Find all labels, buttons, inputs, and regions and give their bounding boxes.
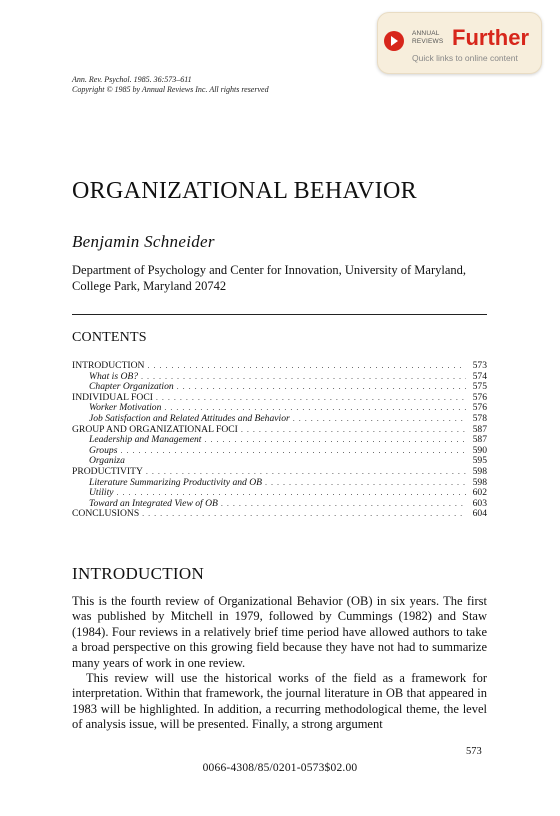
toc-leader-dots (141, 372, 466, 383)
toc-entry-page: 574 (472, 370, 487, 382)
toc-entry-page: 573 (472, 360, 487, 371)
toc-entry-page: 602 (472, 487, 487, 499)
play-icon (384, 31, 404, 51)
page-number: 573 (466, 746, 482, 757)
toc-entry[interactable] (72, 509, 487, 520)
toc-leader-dots (142, 509, 466, 520)
toc-entry-label: Chapter Organization (89, 381, 174, 393)
toc-entry-page: 578 (472, 412, 487, 424)
toc-entry[interactable] (72, 478, 487, 489)
toc-entry-page: 604 (472, 508, 487, 520)
citation (72, 75, 269, 95)
divider (72, 314, 487, 315)
toc-leader-dots (147, 361, 466, 372)
toc-leader-dots (241, 425, 466, 436)
toc-entry-label: Utility (89, 487, 114, 499)
toc-entry-label: What is OB? (89, 370, 139, 382)
body-text (72, 594, 487, 733)
quick-links-label: Quick links to online content (412, 53, 518, 63)
toc-entry-label: Worker Motivation (89, 402, 162, 414)
toc-leader-dots (221, 499, 466, 510)
toc-entry-label: INTRODUCTION (72, 360, 145, 371)
author-name: Benjamin Schneider (72, 232, 215, 251)
article-code: 0066-4308/85/0201-0573$02.00 (202, 762, 358, 774)
article-title: ORGANIZATIONAL BEHAVIOR (72, 178, 417, 204)
toc-entry[interactable] (72, 446, 487, 457)
toc-entry-label: CONCLUSIONS (72, 508, 140, 520)
paragraph: This review will use the historical works of the field as a framework for interpretation. Within that framework, the journal literature in OB that appeared in 1983 will be highlighted. In addition, a recurring methodological theme, the level of analysis issue, will be presented. Finally, a strong argument (72, 671, 487, 732)
toc-entry-page: 598 (472, 476, 487, 488)
toc-entry-page: 603 (472, 497, 487, 509)
toc-entry-label: Leadership and Management (89, 434, 202, 446)
toc-entry-page: 595 (472, 455, 487, 467)
toc-leader-dots (120, 446, 466, 457)
toc-leader-dots (146, 467, 466, 478)
toc-entry-page: 590 (472, 444, 487, 456)
toc-entry-page: 575 (472, 381, 487, 393)
toc-entry-label: Organiza (89, 455, 125, 467)
toc-entry-label: PRODUCTIVITY (72, 465, 143, 477)
toc-entry-page: 587 (472, 423, 487, 435)
further-label: Further (452, 25, 529, 50)
toc-entry-label: INDIVIDUAL FOCI (72, 391, 153, 403)
toc-entry-page: 576 (472, 391, 487, 403)
citation-line-1: Ann. Rev. Psychol. 1985. 36:573–611 (72, 75, 192, 84)
citation-line-2: Copyright © 1985 by Annual Reviews Inc. All rights reserved (72, 85, 269, 94)
toc-entry-page: 576 (472, 402, 487, 414)
toc-entry[interactable] (72, 414, 487, 425)
toc-entry-label: GROUP AND ORGANIZATIONAL FOCI (72, 423, 238, 435)
toc-entry-page: 598 (472, 465, 487, 477)
further-badge[interactable] (377, 12, 542, 74)
paragraph: This is the fourth review of Organizational Behavior (OB) in six years. The first was published by Mitchell in 1979, followed by Cummings (1982) and Staw (1984). Four reviews in a relatively brief time period have allowed authors to take a broad perspective on this growing field because they have not had to summarize many years of work in one review. (72, 594, 487, 670)
toc-entry-label: Groups (89, 444, 118, 456)
toc-entry[interactable] (72, 361, 487, 372)
annual-reviews-label: ANNUAL REVIEWS (412, 30, 444, 45)
toc-leader-dots (204, 435, 466, 446)
toc-entry-label: Job Satisfaction and Related Attitudes and Behavior (89, 412, 290, 424)
toc-entry-label: Toward an Integrated View of OB (89, 497, 218, 509)
toc-entry-label: Literature Summarizing Productivity and OB (89, 476, 263, 488)
toc-leader-dots (177, 382, 466, 393)
author-affiliation: Department of Psychology and Center for Innovation, University of Maryland, College Park, Maryland 20742 (72, 263, 467, 293)
toc-leader-dots (293, 414, 466, 425)
toc-entry[interactable] (72, 467, 487, 478)
toc-leader-dots (265, 478, 466, 489)
contents-heading: CONTENTS (72, 330, 147, 345)
section-heading: INTRODUCTION (72, 564, 205, 583)
toc-leader-dots (156, 393, 466, 404)
toc-entry[interactable] (72, 435, 487, 446)
toc-entry-page: 587 (472, 434, 487, 446)
table-of-contents (72, 361, 487, 520)
